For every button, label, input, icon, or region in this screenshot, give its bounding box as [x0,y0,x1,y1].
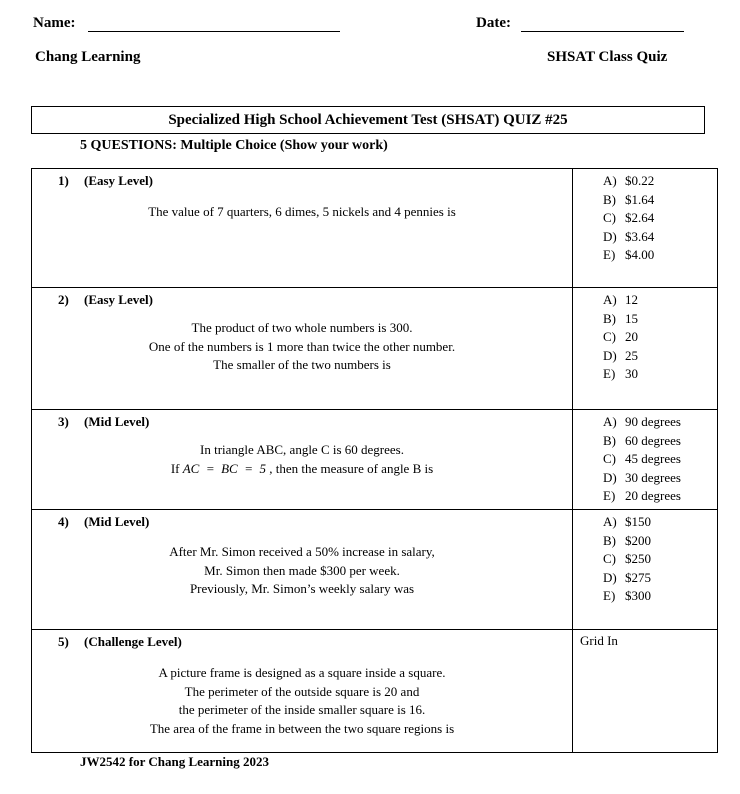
question-2-cell [32,288,573,410]
question-5-number: 5) [58,634,69,649]
choice-4b[interactable]: B) $200 [603,532,651,548]
question-4-line-1: After Mr. Simon received a 50% increase in salary, [169,544,435,559]
question-5-line-4: The area of the frame in between the two square regions is [149,720,455,736]
question-4-choices [573,510,717,606]
question-4-choices-cell [573,510,718,630]
choice-1b[interactable]: B) $1.64 [603,191,655,207]
question-1-text [32,203,572,222]
question-5-text [32,664,572,738]
choice-4e[interactable]: E) $300 [603,588,651,604]
question-3-text [32,441,572,478]
question-3-choices-cell [573,410,718,510]
question-5-answer-cell[interactable] [573,630,718,753]
choice-3e[interactable]: E) 20 degrees [603,488,681,504]
footer-credit: JW2542 for Chang Learning 2023 [80,754,269,769]
choice-1a[interactable]: A) $0.22 [603,173,655,188]
question-2-choices [573,288,717,384]
name-label: Name: [33,15,76,31]
choice-3c[interactable]: C) 45 degrees [603,451,681,467]
question-1-level: (Easy Level) [84,173,153,188]
question-row-5 [32,630,718,753]
question-2-line-2: One of the numbers is 1 more than twice the other number. [148,338,456,354]
question-2-line-1: The product of two whole numbers is 300. [191,320,413,335]
question-5-level: (Challenge Level) [84,634,182,649]
org-name: Chang Learning [35,49,141,65]
question-row-2 [32,288,718,410]
question-3-equation: AC = BC = 5 [182,460,267,476]
choice-4c[interactable]: C) $250 [603,551,651,567]
question-5-line-2: The perimeter of the outside square is 20 and [184,683,420,699]
question-row-4 [32,510,718,630]
question-1-choices-cell [573,169,718,288]
question-5-line-3: the perimeter of the inside smaller square is 16. [178,702,426,717]
quiz-subtitle: 5 QUESTIONS: Multiple Choice (Show your work) [80,138,388,153]
question-3-choices [573,410,717,506]
question-4-line-2: Mr. Simon then made $300 per week. [204,562,400,578]
quiz-type: SHSAT Class Quiz [547,49,668,65]
questions-table [31,168,718,753]
question-3-level: (Mid Level) [84,414,150,429]
question-4-cell [32,510,573,630]
question-5-cell [32,630,573,753]
question-4-line-3: Previously, Mr. Simon’s weekly salary was [189,581,415,596]
choice-2d[interactable]: D) 25 [603,347,638,363]
choice-2c[interactable]: C) 20 [603,329,638,345]
date-label: Date: [476,15,511,31]
question-1-line-1: The value of 7 quarters, 6 dimes, 5 nickels and 4 pennies is [148,204,456,219]
question-1-number: 1) [58,173,69,188]
question-2-level: (Easy Level) [84,292,153,307]
question-4-level: (Mid Level) [84,514,150,529]
question-2-number: 2) [58,292,69,307]
question-1-cell [32,169,573,288]
question-5-line-1: A picture frame is designed as a square inside a square. [158,665,446,680]
choice-4a[interactable]: A) $150 [603,514,651,529]
date-field-line[interactable] [521,31,684,32]
choice-1c[interactable]: C) $2.64 [603,210,655,226]
question-row-1 [32,169,718,288]
choice-2a[interactable]: A) 12 [603,292,638,307]
choice-4d[interactable]: D) $275 [603,569,651,585]
question-3-header [58,414,149,430]
question-4-header [58,514,149,530]
question-3-number: 3) [58,414,69,429]
question-5-header [58,634,182,650]
question-3-line-1: In triangle ABC, angle C is 60 degrees. [200,442,404,457]
question-2-choices-cell [573,288,718,410]
choice-1e[interactable]: E) $4.00 [603,247,655,263]
quiz-title-box [31,106,705,134]
question-1-header [58,173,153,189]
question-4-text [32,543,572,599]
question-5-answer-type: Grid In [580,633,618,648]
question-3-line-2: If AC = BC = 5 , then the measure of angle B is [170,460,434,476]
choice-1d[interactable]: D) $3.64 [603,228,655,244]
choice-3d[interactable]: D) 30 degrees [603,469,681,485]
choice-3b[interactable]: B) 60 degrees [603,432,681,448]
question-4-number: 4) [58,514,69,529]
question-2-line-3: The smaller of the two numbers is [213,357,391,372]
quiz-title: Specialized High School Achievement Test (SHSAT) QUIZ #25 [168,111,568,128]
question-1-choices [573,169,717,265]
question-row-3 [32,410,718,510]
question-2-text [32,319,572,375]
name-field-line[interactable] [88,31,340,32]
choice-2e[interactable]: E) 30 [603,366,638,382]
choice-2b[interactable]: B) 15 [603,310,638,326]
question-2-header [58,292,153,308]
choice-3a[interactable]: A) 90 degrees [603,414,681,429]
question-3-cell [32,410,573,510]
